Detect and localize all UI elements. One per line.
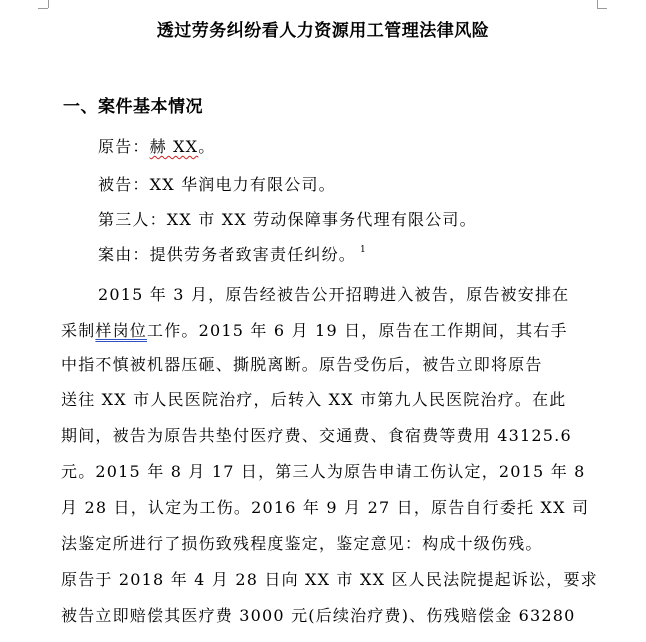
body-line — [61, 318, 568, 341]
margin-corner-mark — [597, 0, 598, 8]
defendant-line: 被告：XX 华润电力有限公司。 — [98, 175, 336, 194]
plaintiff-end: 。 — [198, 137, 216, 156]
body-line: 期间，被告为原告共垫付医疗费、交通费、食宿费等费用 43125.6 — [61, 426, 572, 445]
body-line: 送往 XX 市人民医院治疗，后转入 XX 市第九人民医院治疗。在此 — [61, 390, 567, 409]
body-text: 采制 — [61, 321, 96, 340]
body-line: 2015 年 3 月，原告经被告公开招聘进入被告，原告被安排在 — [98, 285, 570, 304]
grammar-flagged-text: 样岗位 — [95, 321, 148, 340]
body-line: 原告于 2018 年 4 月 28 日向 XX 市 XX 区人民法院提起诉讼，要求 — [61, 570, 598, 589]
body-line: 月 28 日，认定为工伤。2016 年 9 月 27 日，原告自行委托 XX 司 — [61, 498, 590, 517]
plaintiff-line — [98, 134, 215, 157]
margin-corner-mark — [38, 8, 48, 9]
section-heading: 一、案件基本情况 — [63, 97, 203, 117]
cause-line — [98, 242, 367, 265]
body-line: 中指不慎被机器压砸、撕脱离断。原告受伤后，被告立即将原告 — [61, 355, 543, 374]
document-title: 透过劳务纠纷看人力资源用工管理法律风险 — [156, 21, 490, 41]
body-line: 元。2015 年 8 月 17 日，第三人为原告申请工伤认定，2015 年 8 — [61, 462, 586, 481]
plaintiff-label: 原告： — [98, 137, 150, 156]
margin-corner-mark — [597, 8, 607, 9]
plaintiff-name: 赫 XX — [149, 137, 199, 156]
body-line: 法鉴定所进行了损伤致残程度鉴定，鉴定意见：构成十级伤残。 — [61, 534, 543, 553]
cause-text: 案由：提供劳务者致害责任纠纷。 — [98, 245, 357, 264]
margin-corner-mark — [48, 0, 49, 8]
footnote-reference: 1 — [360, 245, 367, 255]
third-party-line: 第三人：XX 市 XX 劳动保障事务代理有限公司。 — [98, 210, 477, 229]
body-line: 被告立即赔偿其医疗费 3000 元(后续治疗费)、伤残赔偿金 63280 — [61, 606, 576, 625]
body-text: 工作。2015 年 6 月 19 日，原告在工作期间，其右手 — [147, 321, 568, 340]
